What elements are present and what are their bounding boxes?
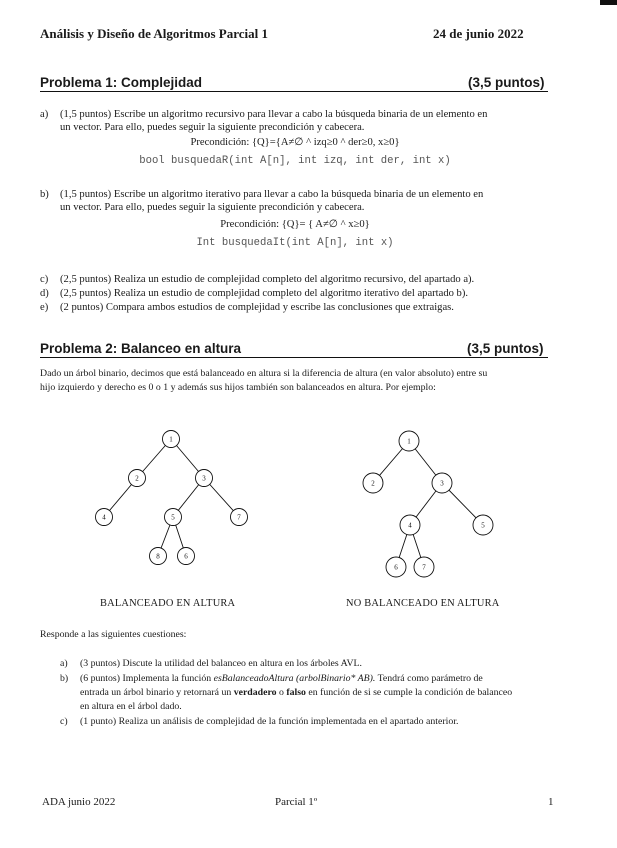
signature-b: Int busquedaIt(int A[n], int x) <box>196 237 394 249</box>
question-text-part: o <box>276 687 287 698</box>
problem2-intro-line1: Dado un árbol binario, decimos que está balanceado en altura si la diferencia de altura (en valor absoluto) entre su <box>40 368 488 379</box>
unbalanced-tree-labels <box>371 438 485 572</box>
question-text-part: entrada un árbol binario y retornará un <box>80 687 234 698</box>
node-label: 6 <box>184 552 188 561</box>
node-label: 3 <box>202 474 206 483</box>
unbalanced-tree <box>373 441 483 567</box>
problem2-points: (3,5 puntos) <box>467 341 544 356</box>
question-text <box>80 686 512 699</box>
item-label: a) <box>40 109 49 120</box>
node-label: 1 <box>169 435 173 444</box>
precondition-a: Precondición: {Q}={A≠∅ ^ izq≥0 ^ der≥0, x≥0} <box>190 137 400 148</box>
keyword-false: falso <box>286 687 306 698</box>
precondition-b: Precondición: {Q}= { A≠∅ ^ x≥0} <box>220 219 370 230</box>
balanced-tree-nodes <box>96 431 248 565</box>
balanced-caption: BALANCEADO EN ALTURA <box>100 598 236 609</box>
node-label: 4 <box>408 521 412 530</box>
question-label: a) <box>60 658 68 669</box>
item-text: (2,5 puntos) Realiza un estudio de complejidad completo del algoritmo iterativo del apartado b). <box>60 288 469 299</box>
question-label: b) <box>60 673 69 684</box>
problem1-points: (3,5 puntos) <box>468 75 545 90</box>
node-label: 7 <box>237 513 241 522</box>
footer-page-number: 1 <box>548 796 554 808</box>
function-name: esBalanceadoAltura (arbolBinario* AB). <box>213 673 376 684</box>
item-text: (2,5 puntos) Realiza un estudio de complejidad completo del algoritmo recursivo, del apartado a). <box>60 274 475 285</box>
node-label: 5 <box>481 521 485 530</box>
node-label: 6 <box>394 563 398 572</box>
document-title: Análisis y Diseño de Algoritmos Parcial 1 <box>40 26 268 41</box>
question-label: c) <box>60 716 68 727</box>
node-label: 3 <box>440 479 444 488</box>
node-label: 4 <box>102 513 106 522</box>
node-label: 8 <box>156 552 160 561</box>
node-label: 5 <box>171 513 175 522</box>
node-label: 2 <box>371 479 375 488</box>
item-text: un vector. Para ello, puedes seguir la siguiente precondición y cabecera. <box>60 202 365 213</box>
question-text-part: Tendrá como parámetro de <box>375 673 483 684</box>
item-label: b) <box>40 189 49 200</box>
problem2-title: Problema 2: Balanceo en altura <box>40 341 242 356</box>
footer-left: ADA junio 2022 <box>42 796 116 808</box>
question-text-part: en función de si se cumple la condición de balanceo <box>305 687 513 698</box>
signature-a: bool busquedaR(int A[n], int izq, int der, int x) <box>139 155 451 167</box>
keyword-true: verdadero <box>233 687 277 698</box>
question-text: (1 punto) Realiza un análisis de complejidad de la función implementada en el apartado anterior. <box>80 716 459 727</box>
question-text: en altura en el árbol dado. <box>80 701 182 712</box>
balanced-tree-labels <box>102 436 241 561</box>
item-text: (1,5 puntos) Escribe un algoritmo iterativo para llevar a cabo la búsqueda binaria de un elemento en <box>60 189 484 200</box>
problem2-intro-line2: hijo izquierdo y derecho es 0 o 1 y además sus hijos también son balanceados en altura. Por ejemplo: <box>40 382 436 393</box>
problem2-rule <box>40 357 548 358</box>
item-text: un vector. Para ello, puedes seguir la siguiente precondición y cabecera. <box>60 122 365 133</box>
item-text: (2 puntos) Compara ambos estudios de complejidad y escribe las conclusiones que extraigas. <box>60 302 454 313</box>
node-label: 2 <box>135 474 139 483</box>
question-text <box>80 672 483 685</box>
footer-center: Parcial 1º <box>275 796 318 808</box>
item-label: c) <box>40 274 49 285</box>
item-label: d) <box>40 288 49 299</box>
item-label: e) <box>40 302 49 313</box>
problem1-title: Problema 1: Complejidad <box>40 75 203 90</box>
tree-diagrams <box>0 420 617 620</box>
node-label: 1 <box>407 437 411 446</box>
question-text-part: (6 puntos) Implementa la función <box>80 673 214 684</box>
item-text: (1,5 puntos) Escribe un algoritmo recursivo para llevar a cabo la búsqueda binaria de un elemento en <box>60 109 488 120</box>
problem1-rule <box>40 91 548 92</box>
unbalanced-caption: NO BALANCEADO EN ALTURA <box>346 598 500 609</box>
document-date: 24 de junio 2022 <box>433 26 524 41</box>
unbalanced-tree-nodes <box>363 431 493 577</box>
questions-intro: Responde a las siguientes cuestiones: <box>40 629 187 640</box>
balanced-tree <box>104 439 239 556</box>
question-text: (3 puntos) Discute la utilidad del balanceo en altura en los árboles AVL. <box>80 658 362 669</box>
node-label: 7 <box>422 563 426 572</box>
scan-mark <box>600 0 617 5</box>
